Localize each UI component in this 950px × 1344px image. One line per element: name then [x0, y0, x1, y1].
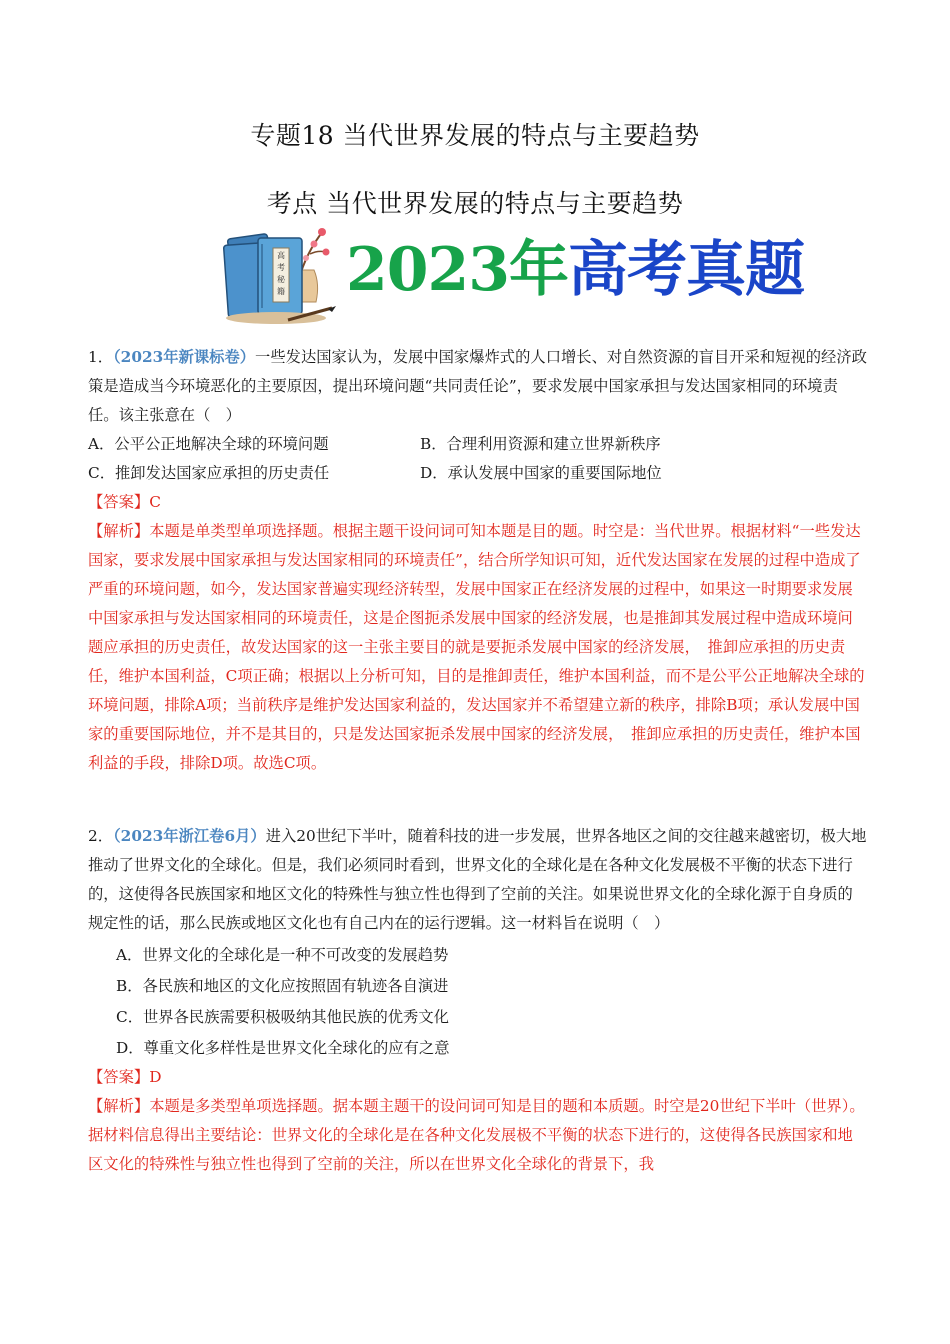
option-a: A．公平公正地解决全球的环境问题	[88, 435, 329, 453]
option-b: B．各民族和地区的文化应按照固有轨迹各自演进	[116, 977, 449, 995]
analysis-block	[88, 517, 868, 778]
book-label-2: 考	[277, 263, 285, 272]
books-illustration	[218, 222, 336, 326]
analysis-label: 【解析】	[88, 522, 150, 540]
question-2-stem-block	[88, 822, 868, 938]
option-c: C．世界各民族需要积极吸纳其他民族的优秀文化	[116, 1008, 449, 1026]
option-c: C．推卸发达国家应承担的历史责任	[88, 464, 330, 482]
exam-banner	[218, 222, 804, 326]
options-row-2	[88, 459, 868, 488]
book-label-4: 籍	[277, 287, 285, 296]
options-row-1	[88, 430, 868, 459]
book-label-3: 秘	[277, 275, 285, 284]
analysis-label: 【解析】	[88, 1097, 150, 1115]
option-a: A．世界文化的全球化是一种不可改变的发展趋势	[116, 946, 449, 964]
answer-label: 【答案】	[88, 493, 150, 511]
page-title: 专题18 当代世界发展的特点与主要趋势	[250, 121, 700, 150]
option-d: D．承认发展中国家的重要国际地位	[420, 464, 662, 482]
option-b: B．合理利用资源和建立世界新秩序	[420, 435, 661, 453]
book-label-1: 高	[277, 251, 285, 260]
analysis-text: 本题是多类型单项选择题。据本题主题干的设问词可知是目的题和本质题。时空是20世纪下半叶（世界）。据材料信息得出主要结论：世界文化的全球化是在各种文化发展极不平衡的状态下进行的，这使得各民族国家和地区文化的特殊性与独立性也得到了空前的关注，所以在世界文化全球化的背景下，我	[88, 1097, 865, 1173]
page-subtitle: 考点 当代世界发展的特点与主要趋势	[266, 189, 684, 218]
question-1-stem-block	[88, 343, 868, 430]
option-d: D．尊重文化多样性是世界文化全球化的应有之意	[116, 1039, 450, 1057]
answer-line	[88, 1063, 868, 1092]
banner-year: 2023年	[346, 235, 568, 305]
banner-heading	[346, 230, 804, 310]
question-stem: 一些发达国家认为，发展中国家爆炸式的人口增长、对自然资源的盲目开采和短视的经济政策是造成当今环境恶化的主要原因，提出环境问题“共同责任论”，要求发展中国家承担与发达国家相同的环境责任。该主张意在（ ）	[88, 348, 867, 424]
answer-value: D	[149, 1068, 162, 1086]
analysis-block	[88, 1092, 868, 1179]
question-1	[88, 343, 868, 778]
question-stem: 进入20世纪下半叶，随着科技的进一步发展，世界各地区之间的交往越来越密切，极大地推动了世界文化的全球化。但是，我们必须同时看到，世界文化的全球化是在各种文化发展极不平衡的状态下进行的，这使得各民族国家和地区文化的特殊性与独立性也得到了空前的关注。如果说世界文化的全球化源于自身质的规定性的话，那么民族或地区文化也有自己内在的运行逻辑。这一材料旨在说明（ ）	[88, 827, 867, 932]
question-number: 2．	[88, 827, 114, 845]
analysis-text: 本题是单类型单项选择题。根据主题干设问词可知本题是目的题。时空是：当代世界。根据材料“一些发达国家，要求发展中国家承担与发达国家相同的环境责任”，结合所学知识可知，近代发达国家在发展的过程中造成了严重的环境问题，如今，发达国家普遍实现经济转型，发展中国家正在经济发展的过程中，如果这一时期要求发展中国家承担与发达国家相同的环境责任，这是企图扼杀发展中国家的经济发展，也是推卸其发展过程中造成环境问题应承担的历史责任，故发达国家的这一主张主要目的就是要扼杀发展中国家的经济发展， 推卸应承担的历史责任，维护本国利益，C项正确；根据以上分析可知，目的是推卸责任，维护本国利益，而不是公平公正地解决全球的环境问题，排除A项；当前秩序是维护发达国家利益的，发达国家并不希望建立新的秩序，排除B项；承认发展中国家的重要国际地位，并不是其目的，只是发达国家扼杀发展中国家的经济发展， 推卸应承担的历史责任，维护本国利益的手段，排除D项。故选C项。	[88, 522, 865, 772]
question-source: （2023年新课标卷）	[113, 348, 256, 366]
banner-label: 高考真题	[568, 235, 804, 305]
answer-label: 【答案】	[88, 1068, 150, 1086]
answer-line	[88, 488, 868, 517]
answer-value: C	[149, 493, 161, 511]
question-number: 1．	[88, 348, 114, 366]
question-source: （2023年浙江卷6月）	[113, 827, 266, 845]
question-2	[88, 822, 868, 1179]
